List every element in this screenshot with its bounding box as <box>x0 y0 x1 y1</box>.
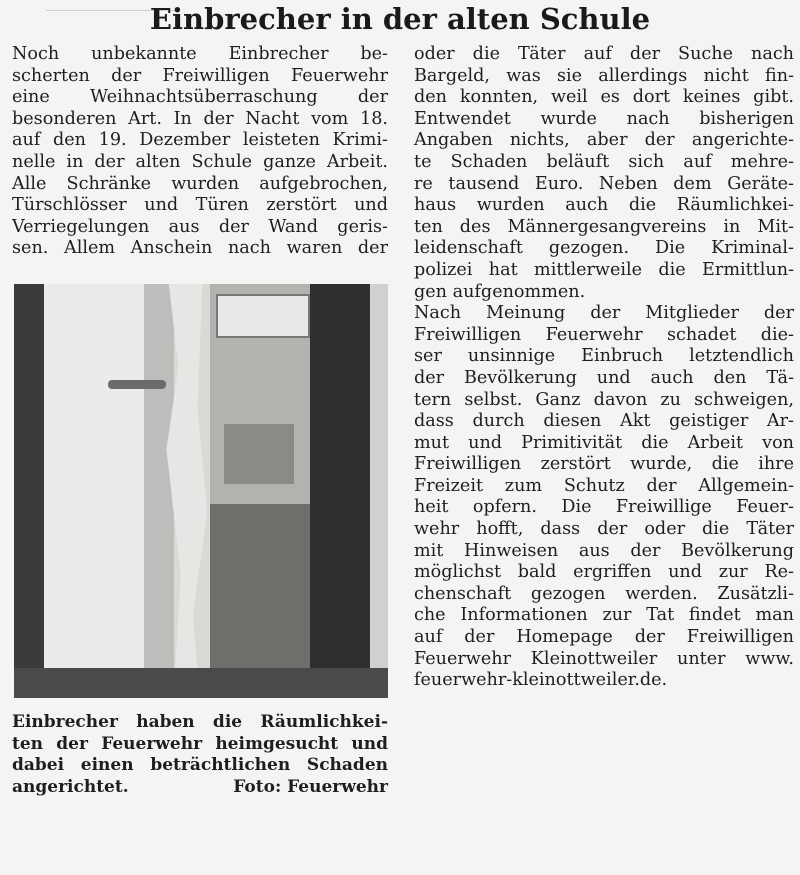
caption-line: dabei einen beträchtlichen Schaden <box>12 755 388 776</box>
photo-boxes <box>224 424 294 484</box>
article-text-line: re tausend Euro. Neben dem Geräte- <box>414 173 794 194</box>
article-text-line: haus wurden auch die Räumlichkei- <box>414 195 794 216</box>
article-text-line: ser unsinnige Einbruch letztendlich <box>414 346 794 367</box>
article-text-line: Freiwilligen Feuerwehr schadet die- <box>414 324 794 345</box>
article-text-line: te Schaden beläuft sich auf mehre- <box>414 151 794 172</box>
article-text-line: scherten der Freiwilligen Feuerwehr <box>12 65 388 86</box>
article-text-line: Bargeld, was sie allerdings nicht fin- <box>414 65 794 86</box>
article-column-right <box>414 44 794 692</box>
article-text-line: feuerwehr-kleinottweiler.de. <box>414 670 668 691</box>
article-text-line: den konnten, weil es dort keines gibt. <box>414 87 794 108</box>
article-text-line: Freizeit zum Schutz der Allgemein- <box>414 475 794 496</box>
article-text-line: Türschlösser und Türen zerstört und <box>12 195 388 216</box>
article-headline: Einbrecher in der alten Schule <box>149 2 651 36</box>
photo-credit: Foto: Feuerwehr <box>233 776 388 797</box>
article-text-line: wehr hofft, dass der oder die Täter <box>414 519 794 540</box>
article-text-line: nelle in der alten Schule ganze Arbeit. <box>12 151 388 172</box>
caption-line: ten der Feuerwehr heimgesucht und <box>12 733 388 754</box>
article-text-line: Freiwilligen zerstört wurde, die ihre <box>414 454 794 475</box>
article-text-line: auf der Homepage der Freiwilligen <box>414 627 794 648</box>
article-text-line: tern selbst. Ganz davon zu schweigen, <box>414 389 794 410</box>
article-text-line: Entwendet wurde nach bisherigen <box>414 108 794 129</box>
article-text-line: Nach Meinung der Mitglieder der <box>414 303 794 324</box>
article-text-line: Feuerwehr Kleinottweiler unter www. <box>414 648 794 669</box>
article-column-left <box>12 44 388 260</box>
article-photo <box>14 284 388 698</box>
article-text-line: che Informationen zur Tat findet man <box>414 605 794 626</box>
photo-door-frame <box>14 284 44 698</box>
article-text-line: chenschaft gezogen werden. Zusätzli- <box>414 583 794 604</box>
article-text-line: sen. Allem Anschein nach waren der <box>12 238 388 259</box>
article-text-line: ten des Männergesangvereins in Mit- <box>414 216 794 237</box>
article-text-line: mut und Primitivität die Arbeit von <box>414 432 794 453</box>
article-text-line: der Bevölkerung und auch den Tä- <box>414 367 794 388</box>
photo-window <box>216 294 310 338</box>
caption-line: Einbrecher haben die Räumlichkei- <box>12 712 388 732</box>
article-text-line: gen aufgenommen. <box>414 281 586 302</box>
article-text-line: Alle Schränke wurden aufgebrochen, <box>12 173 388 194</box>
article-text-line: leidenschaft gezogen. Die Kriminal- <box>414 238 794 259</box>
article-text-line: Angaben nichts, aber der angerichte- <box>414 130 794 151</box>
article-text-line: Verriegelungen aus der Wand geris- <box>12 216 388 237</box>
caption-line-last <box>12 777 388 799</box>
article-text-line: möglichst bald ergriffen und zur Re- <box>414 562 794 583</box>
article-text-line: eine Weihnachtsüberraschung der <box>12 87 388 108</box>
article-text-line: besonderen Art. In der Nacht vom 18. <box>12 108 388 129</box>
door-handle-icon <box>108 380 166 389</box>
article-text-line: oder die Täter auf der Suche nach <box>414 44 794 64</box>
photo-caption <box>12 712 388 798</box>
article-text-line: heit opfern. Die Freiwillige Feuer- <box>414 497 794 518</box>
article-text-line: dass durch diesen Akt geistiger Ar- <box>414 411 794 432</box>
article-text-line: auf den 19. Dezember leisteten Krimi- <box>12 130 388 151</box>
article-text-line: mit Hinweisen aus der Bevölkerung <box>414 540 794 561</box>
article-text-line: polizei hat mittlerweile die Ermittlun- <box>414 259 794 280</box>
article-text-line: Noch unbekannte Einbrecher be- <box>12 44 388 64</box>
caption-text: angerichtet. <box>12 776 129 797</box>
photo-dark-door <box>310 284 370 698</box>
